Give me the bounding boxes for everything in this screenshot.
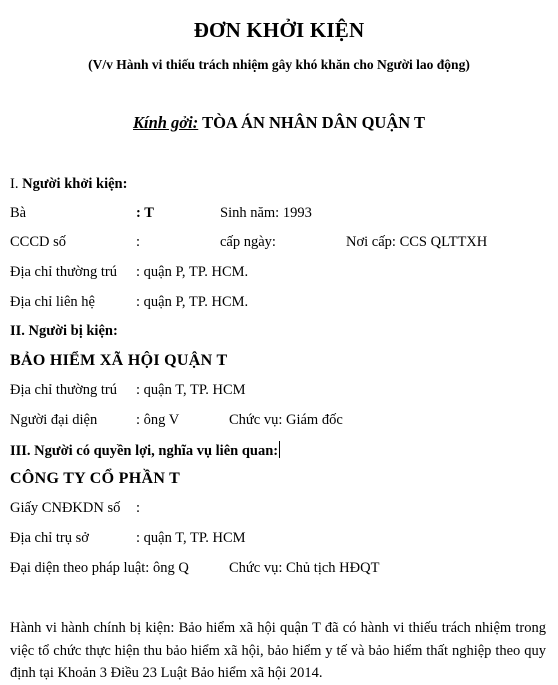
defendant-rep-label: Người đại diện <box>10 412 98 428</box>
related-license-label: Giấy CNĐKDN số <box>10 500 121 516</box>
related-license-row <box>10 500 550 517</box>
text-cursor <box>279 441 280 458</box>
related-heading-text: III. Người có quyền lợi, nghĩa vụ liên quan: <box>10 443 279 459</box>
plaintiff-id-row <box>10 234 550 251</box>
plaintiff-heading <box>10 176 127 193</box>
recipient-value: TÒA ÁN NHÂN DÂN QUẬN T <box>202 113 425 132</box>
defendant-position: Chức vụ: Giám đốc <box>229 412 343 428</box>
defendant-residence-value: : quận T, TP. HCM <box>136 382 246 398</box>
related-heading[interactable] <box>10 441 280 460</box>
plaintiff-name-label: Bà <box>10 205 27 221</box>
related-license-value: : <box>136 500 141 516</box>
related-office-label: Địa chỉ trụ sở <box>10 530 89 546</box>
related-legal-rep-row <box>10 560 550 577</box>
plaintiff-heading-number: I. <box>10 176 23 192</box>
related-position: Chức vụ: Chủ tịch HĐQT <box>229 560 380 576</box>
plaintiff-birth-year: Sinh năm: 1993 <box>220 205 312 221</box>
document-subtitle: (V/v Hành vi thiếu trách nhiệm gây khó khăn cho Người lao động) <box>88 57 470 72</box>
plaintiff-residence-label: Địa chỉ thường trú <box>10 264 117 280</box>
defendant-residence-row <box>10 382 550 399</box>
complaint-paragraph: Hành vi hành chính bị kiện: Bảo hiểm xã hội quận T đã có hành vi thiếu trách nhiệm trong việc tổ chức thực hiện thu bảo hiểm xã hội, bảo hiểm y tế và bảo hiểm thất nghiệp theo quy định tại Khoản 3 Điều 23 Luật Bảo hiểm xã hội 2014. <box>10 620 546 681</box>
plaintiff-issue-place: Nơi cấp: CCS QLTTXH <box>346 234 488 250</box>
defendant-rep-row <box>10 412 550 429</box>
recipient-label: Kính gởi: <box>132 113 199 132</box>
related-office-row <box>10 530 550 547</box>
related-company-name: CÔNG TY CỔ PHẦN T <box>10 470 181 487</box>
defendant-name: BẢO HIỂM XÃ HỘI QUẬN T <box>10 352 228 369</box>
defendant-heading: II. Người bị kiện: <box>10 323 118 339</box>
plaintiff-id-value: : <box>136 234 141 250</box>
plaintiff-issue-date: cấp ngày: <box>220 234 276 250</box>
plaintiff-contact-row <box>10 294 550 311</box>
defendant-residence-label: Địa chỉ thường trú <box>10 382 117 398</box>
recipient-line <box>0 113 558 133</box>
plaintiff-contact-value: : quận P, TP. HCM. <box>136 294 249 310</box>
related-legal-rep: Đại diện theo pháp luật: ông Q <box>10 560 189 576</box>
plaintiff-contact-label: Địa chỉ liên hệ <box>10 294 95 310</box>
plaintiff-id-label: CCCD số <box>10 234 67 250</box>
related-office-value: : quận T, TP. HCM <box>136 530 246 546</box>
plaintiff-name-row <box>10 205 550 222</box>
document-title: ĐƠN KHỞI KIỆN <box>193 18 365 42</box>
plaintiff-name-value: : T <box>136 205 154 221</box>
defendant-rep-value: : ông V <box>136 412 180 428</box>
plaintiff-residence-row <box>10 264 550 281</box>
plaintiff-residence-value: : quận P, TP. HCM. <box>136 264 249 280</box>
plaintiff-heading-text: Người khởi kiện: <box>22 176 128 192</box>
